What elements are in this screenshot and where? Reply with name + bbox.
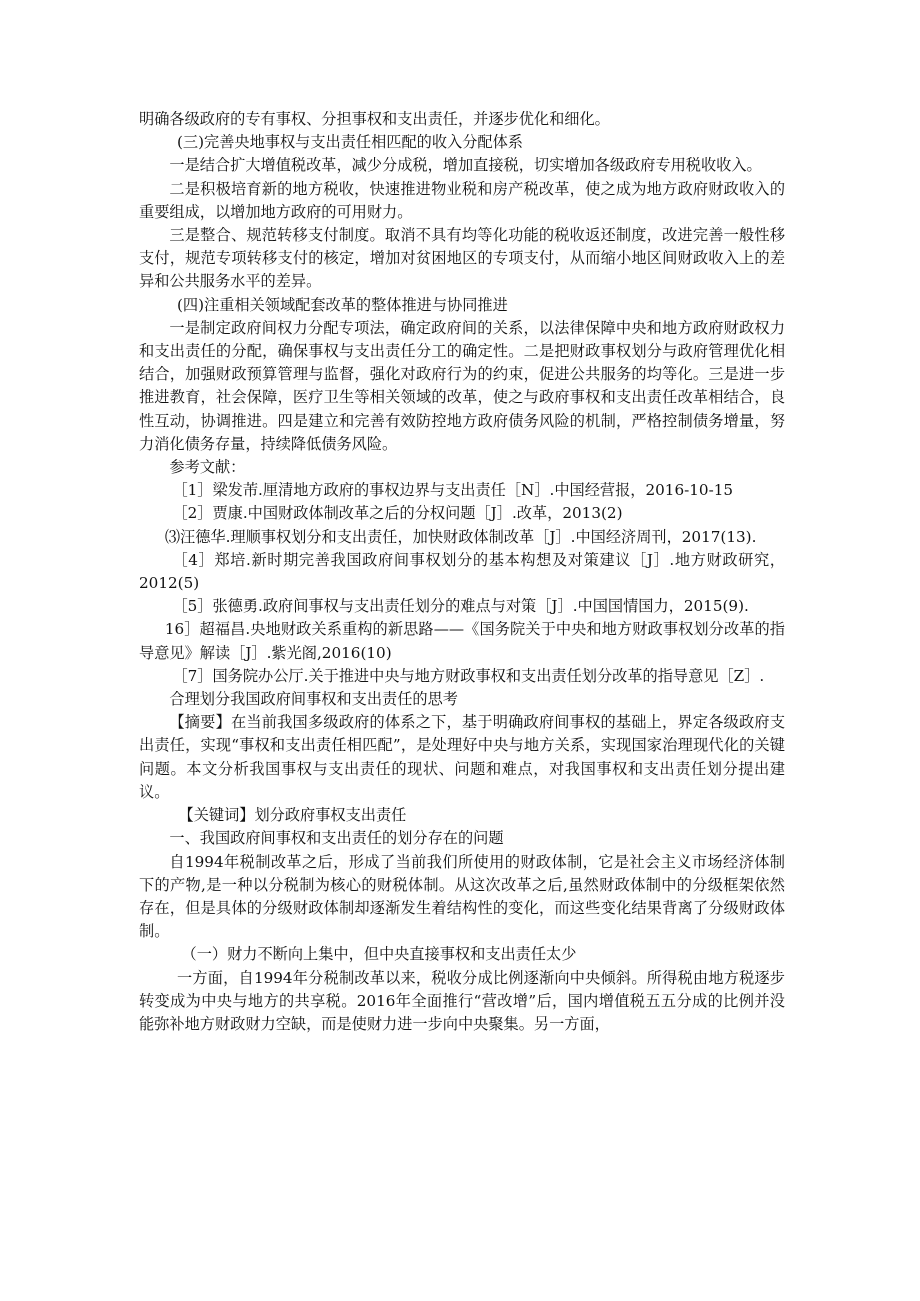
article-title: 合理划分我国政府间事权和支出责任的思考 [169, 690, 458, 709]
part-1-heading: 一、我国政府间事权和支出责任的划分存在的问题 [169, 829, 504, 848]
part-1-paragraph-2: 一方面，自1994年分税制改革以来，税收分成比例逐渐向中央倾斜。所得税由地方税逐步转变成为中央与地方的共享税。2016年全面推行“营改增”后，国内增值税五五分成的比例并没能弥补地方财政财力空缺，而是使财力进一步向中央聚集。另一方面， [139, 968, 785, 1033]
abstract: 【摘要】在当前我国多级政府的体系之下，基于明确政府间事权的基础上，界定各级政府支出责任，实现“事权和支出责任相匹配”，是处理好中央与地方关系，实现国家治理现代化的关键问题。本文分析我国事权与支出责任的现状、问题和难点，对我国事权和支出责任划分提出建议。 [139, 713, 785, 801]
section-3-paragraph-2: 二是积极培育新的地方税收，快速推进物业税和房产税改革，使之成为地方政府财政收入的重要组成，以增加地方政府的可用财力。 [139, 179, 785, 221]
reference-item-4: ［4］郑培.新时期完善我国政府间事权划分的基本构想及对策建议［J］.地方财政研究，2012(5) [139, 550, 785, 593]
section-3-heading: (三)完善央地事权与支出责任相匹配的收入分配体系 [177, 133, 523, 152]
reference-item-2: ［2］贾康.中国财政体制改革之后的分权问题［J］.改革，2013(2) [172, 504, 623, 523]
part-1-subheading-1: （一）财力不断向上集中，但中央直接事权和支出责任太少 [181, 945, 577, 964]
reference-item-1: ［1］梁发芾.厘清地方政府的事权边界与支出责任［N］.中国经营报，2016-10-15 [172, 481, 734, 500]
section-4-paragraph-1: 一是制定政府间权力分配专项法，确定政府间的关系，以法律保障中央和地方政府财政权力和支出责任的分配，确保事权与支出责任分工的确定性。二是把财政事权划分与政府管理优化相结合，加强财政预算管理与监督，强化对政府行为的约束，促进公共服务的均等化。三是进一步推进教育，社会保障，医疗卫生等相关领域的改革，使之与政府事权和支出责任改革相结合，良性互动，协调推进。四是建立和完善有效防控地方政府债务风险的机制，严格控制债务增量，努力消化债务存量，持续降低债务风险。 [139, 318, 785, 453]
keywords: 【关键词】划分政府事权支出责任 [178, 806, 407, 825]
references-label: 参考文献： [169, 458, 246, 477]
part-1-paragraph-1: 自1994年税制改革之后，形成了当前我们所使用的财政体制，它是社会主义市场经济体制下的产物,是一种以分税制为核心的财税体制。从这次改革之后,虽然财政体制中的分级框架依然存在，但是具体的分级财政体制却逐渐发生着结构性的变化，而这些变化结果背离了分级财政体制。 [139, 852, 785, 941]
section-3-paragraph-3: 三是整合、规范转移支付制度。取消不具有均等化功能的税收返还制度，改进完善一般性移支付，规范专项转移支付的核定，增加对贫困地区的专项支付，从而缩小地区间财政收入上的差异和公共服务水平的差异。 [139, 226, 785, 291]
section-3-paragraph-1: 一是结合扩大增值税改革，减少分成税，增加直接税，切实增加各级政府专用税收收入。 [169, 156, 762, 175]
reference-item-3: ⑶汪德华.理顺事权划分和支出责任，加快财政体制改革［J］.中国经济周刊，2017(13). [164, 527, 757, 546]
reference-item-7: ［7］国务院办公厅.关于推进中央与地方财政事权和支出责任划分改革的指导意见［Z］. [172, 666, 765, 685]
section-4-heading: (四)注重相关领域配套改革的整体推进与协同推进 [177, 295, 508, 314]
reference-item-6: 16］超福昌.央地财政关系重构的新思路——《国务院关于中央和地方财政事权划分改革的指导意见》解读［J］.紫光阁,2016(10) [139, 620, 785, 662]
document-page [139, 108, 785, 1036]
paragraph-continued: 明确各级政府的专有事权、分担事权和支出责任，并逐步优化和细化。 [139, 110, 610, 128]
reference-item-5: ［5］张德勇.政府间事权与支出责任划分的难点与对策［J］.中国国情国力，2015(9). [172, 597, 749, 616]
